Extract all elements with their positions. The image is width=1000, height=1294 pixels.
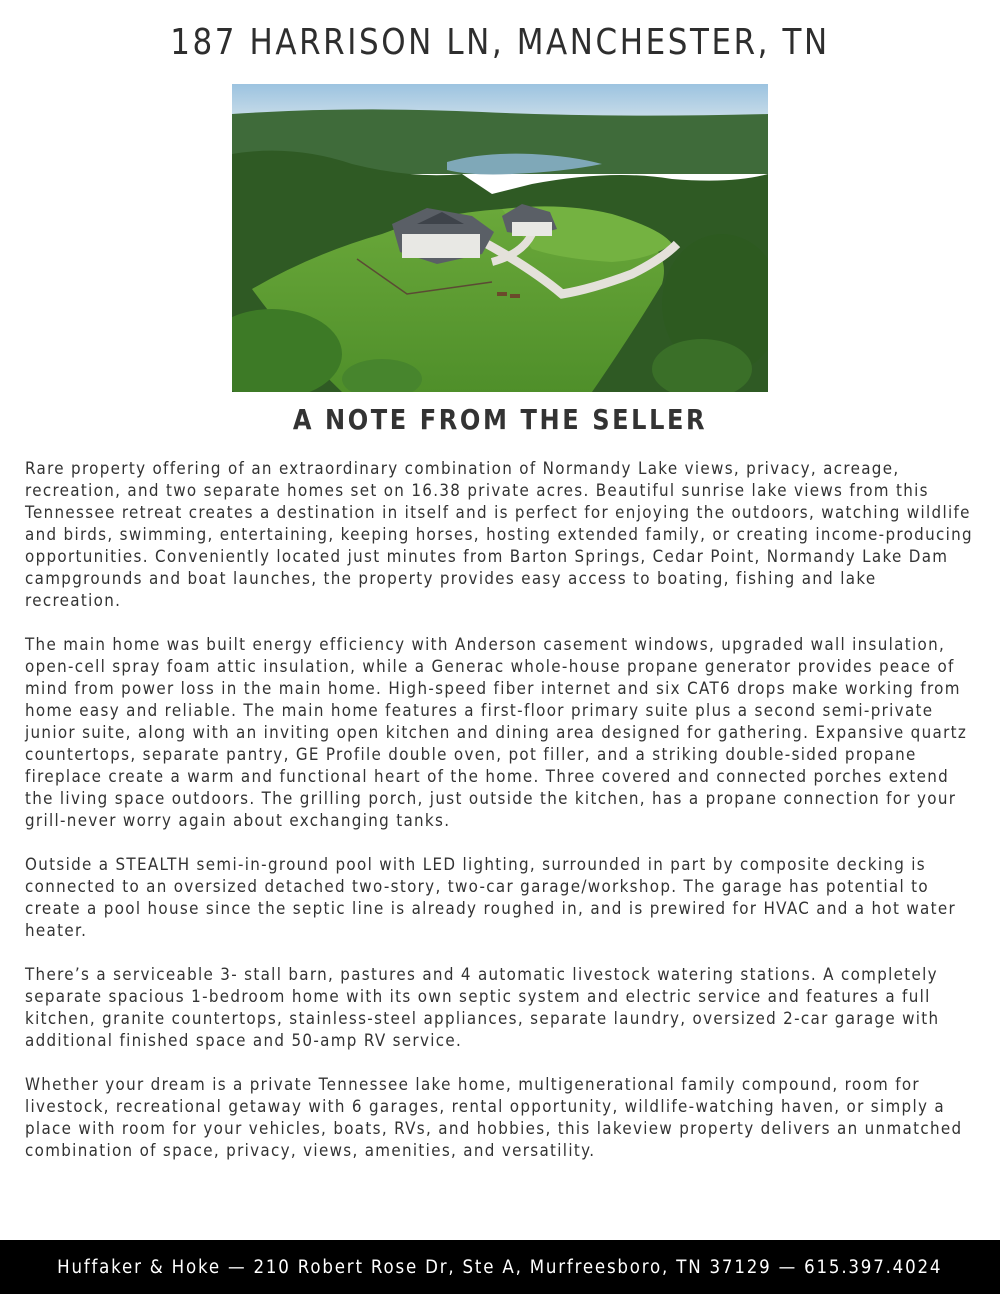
- footer-contact: Huffaker & Hoke — 210 Robert Rose Dr, Ste A, Murfreesboro, TN 37129 — 615.397.4024: [57, 1256, 943, 1278]
- seller-note: [25, 458, 975, 1184]
- section-heading: A NOTE FROM THE SELLER: [292, 403, 708, 436]
- property-photo: [232, 84, 768, 392]
- page-title: 187 HARRISON LN, MANCHESTER, TN: [170, 22, 830, 63]
- paragraph: Rare property offering of an extraordinary combination of Normandy Lake views, privacy, acreage, recreation, and two separate homes set on 16.38 private acres. Beautiful sunrise lake views from this Tennessee retreat creates a destination in itself and is perfect for enjoying the outdoors, watching wildlife and birds, swimming, entertaining, keeping horses, hosting extended family, or creating income-producing opportunities. Conveniently located just minutes from Barton Springs, Cedar Point, Normandy Lake Dam campgrounds and boat launches, the property provides easy access to boating, fishing and lake recreation.: [25, 459, 973, 611]
- paragraph: The main home was built energy efficiency with Anderson casement windows, upgraded wall insulation, open-cell spray foam attic insulation, while a Generac whole-house propane generator provides peace of mind from power loss in the main home. High-speed fiber internet and six CAT6 drops make working from home easy and reliable. The main home features a first-floor primary suite plus a second semi-private junior suite, along with an inviting open kitchen and dining area designed for gathering. Expansive quartz countertops, separate pantry, GE Profile double oven, pot filler, and a striking double-sided propane fireplace create a warm and functional heart of the home. Three covered and connected porches extend the living space outdoors. The grilling porch, just outside the kitchen, has a propane connection for your grill-never worry again about exchanging tanks.: [25, 635, 968, 831]
- paragraph: Outside a STEALTH semi-in-ground pool with LED lighting, surrounded in part by composite decking is connected to an oversized detached two-story, two-car garage/workshop. The garage has potential to create a pool house since the septic line is already roughed in, and is prewired for HVAC and a hot water heater.: [25, 855, 957, 941]
- paragraph: There’s a serviceable 3- stall barn, pastures and 4 automatic livestock watering stations. A completely separate spacious 1-bedroom home with its own septic system and electric service and features a full kitchen, granite countertops, stainless-steel appliances, separate laundry, oversized 2-car garage with additional finished space and 50-amp RV service.: [25, 965, 940, 1051]
- paragraph: Whether your dream is a private Tennessee lake home, multigenerational family compound, room for livestock, recreational getaway with 6 garages, rental opportunity, wildlife-watching haven, or simply a place with room for your vehicles, boats, RVs, and hobbies, this lakeview property delivers an unmatched combination of space, privacy, views, amenities, and versatility.: [25, 1075, 963, 1161]
- footer-bar: [0, 1240, 1000, 1294]
